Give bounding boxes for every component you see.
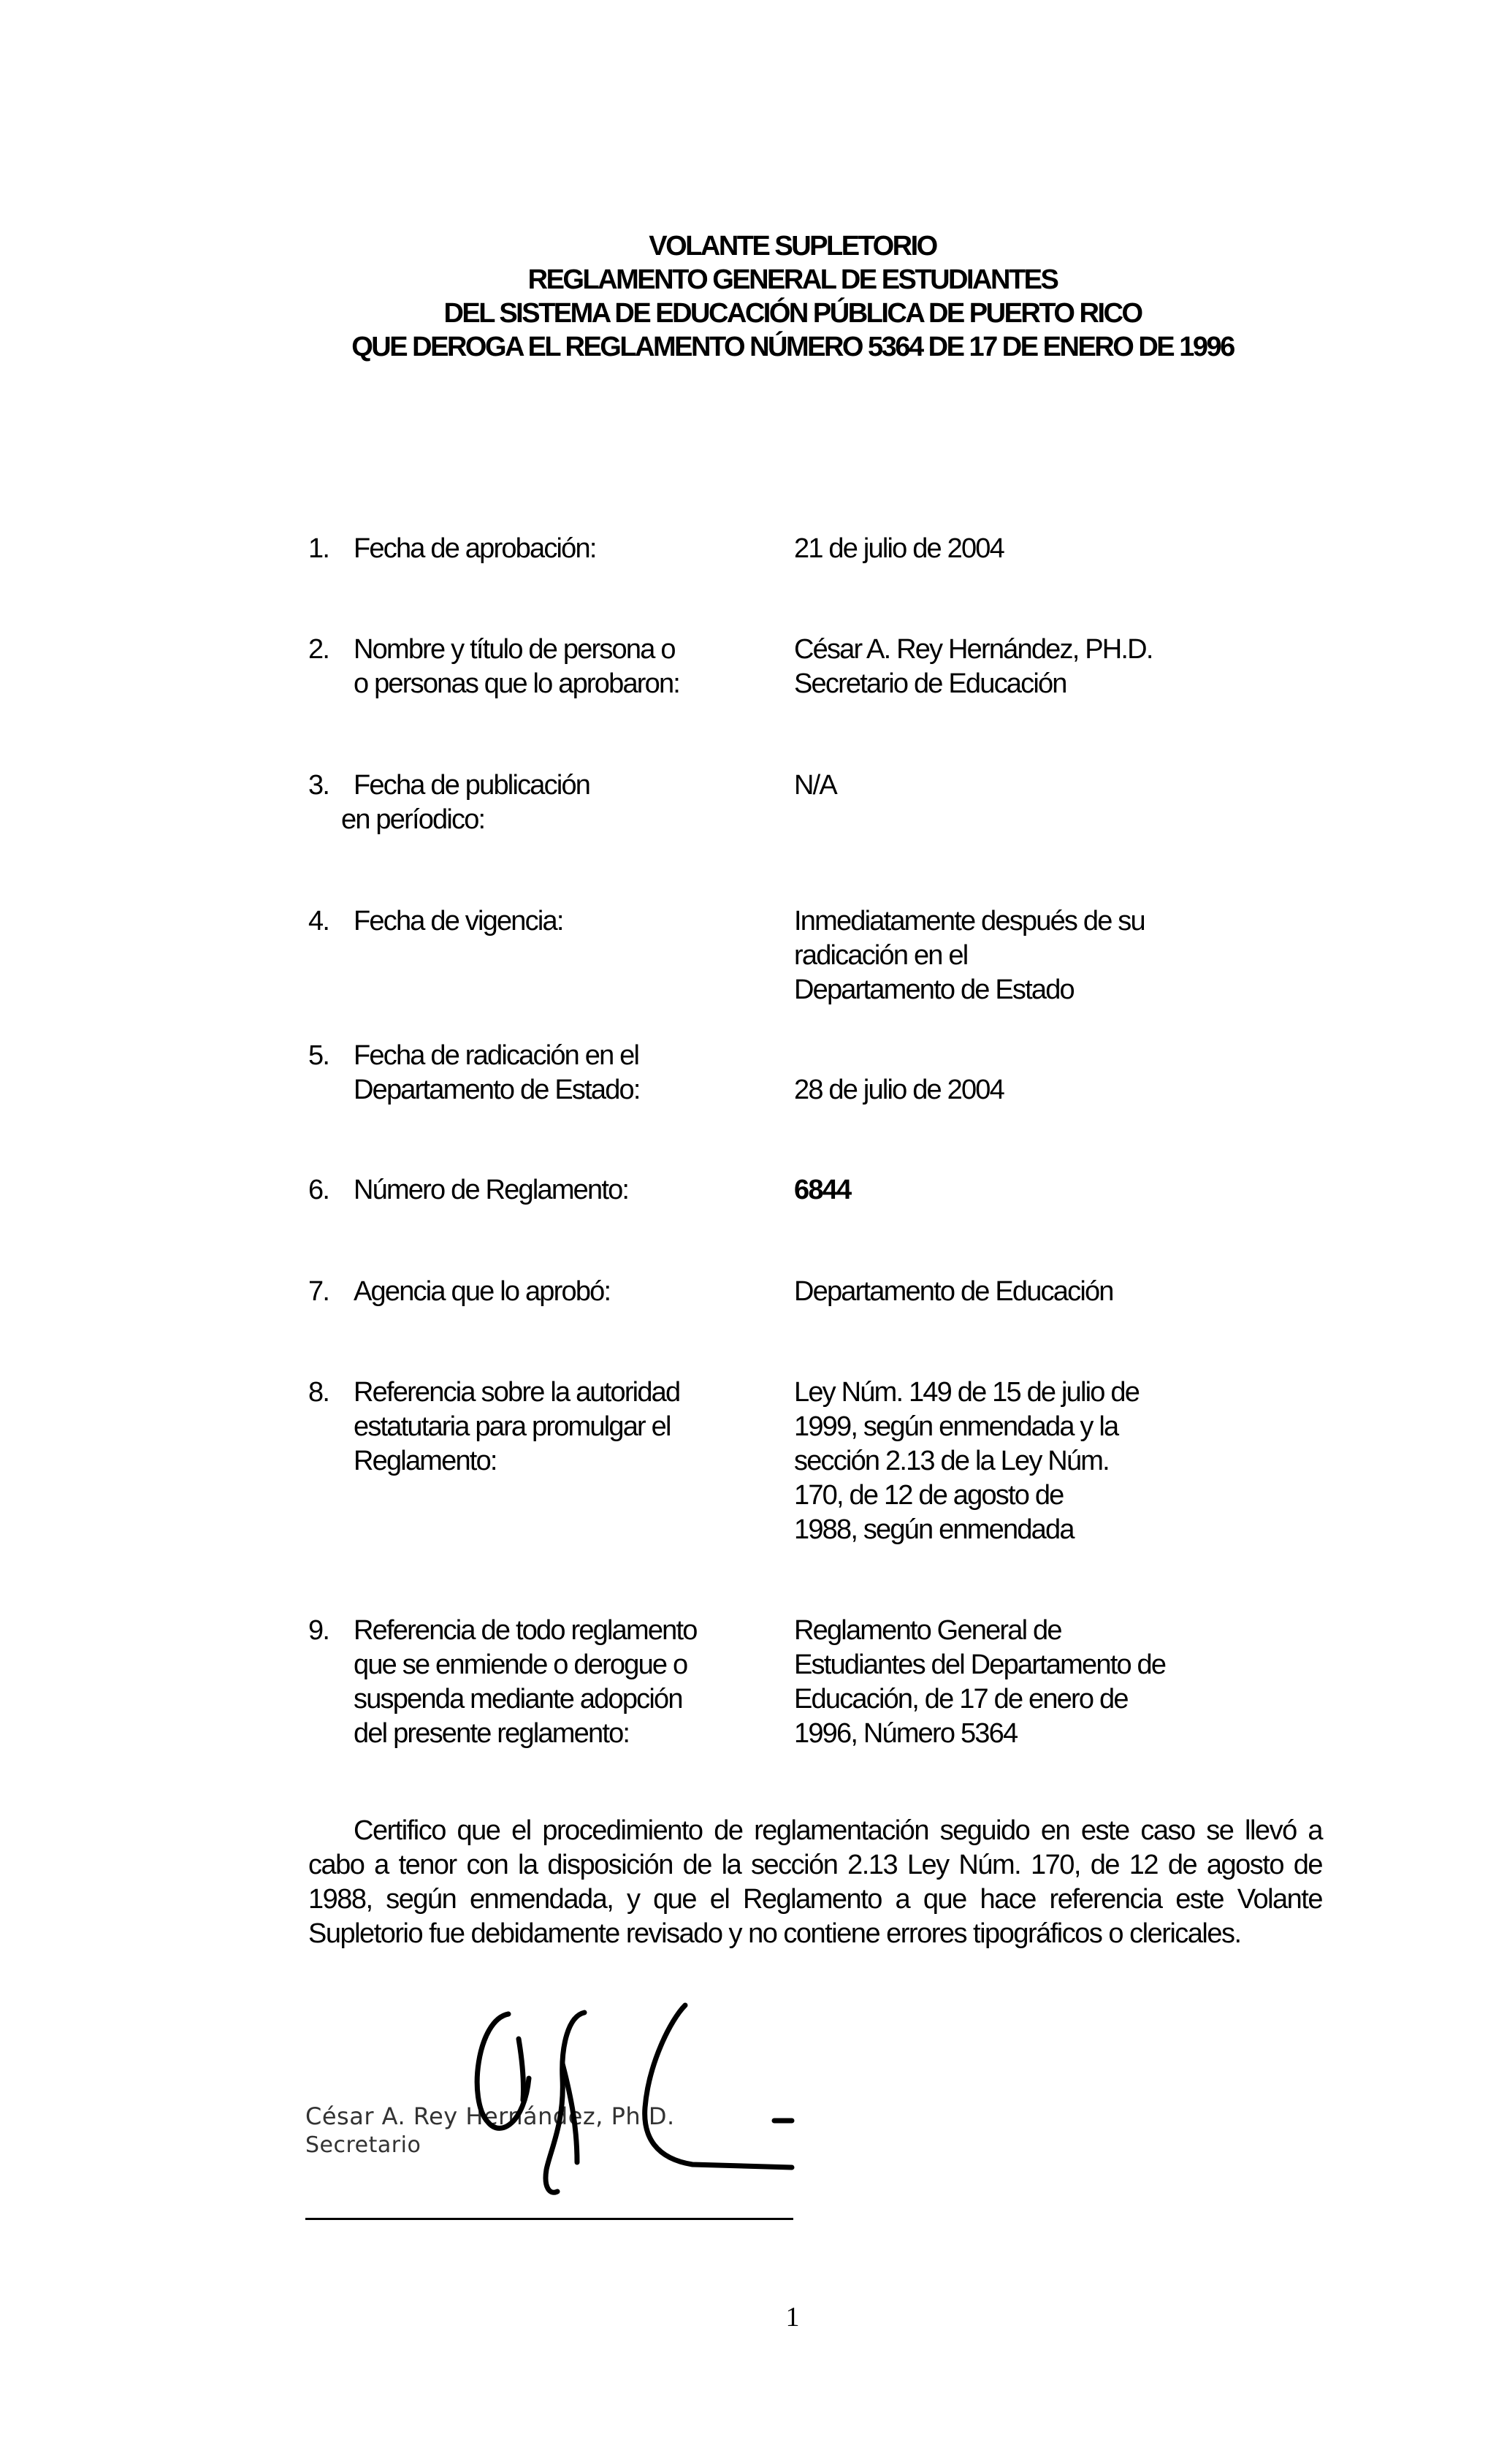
- item-label: Referencia sobre la autoridad estatutaria para promulgar el Reglamento:: [354, 1377, 680, 1476]
- title-line-2: REGLAMENTO GENERAL DE ESTUDIANTES: [527, 264, 1058, 295]
- page-number: 1: [785, 2302, 800, 2333]
- item-value: 21 de julio de 2004: [794, 533, 1004, 564]
- signature-title: Secretario: [305, 2132, 421, 2158]
- item-value: 28 de julio de 2004: [794, 1075, 1004, 1105]
- item-label: Referencia de todo reglamento que se enmiende o derogue o suspenda mediante adopción del presente reglamento:: [354, 1615, 697, 1749]
- title-line-3: DEL SISTEMA DE EDUCACIÓN PÚBLICA DE PUERTO RICO: [443, 298, 1142, 329]
- item-value: Ley Núm. 149 de 15 de julio de 1999, según enmendada y la sección 2.13 de la Ley Núm. 170, de 12 de agosto de 1988, según enmendada: [794, 1377, 1140, 1545]
- title-line-1: VOLANTE SUPLETORIO: [649, 231, 936, 262]
- item-label: Fecha de publicación en períodico:: [341, 770, 590, 835]
- item-label: Fecha de radicación en el Departamento de Estado:: [354, 1040, 640, 1105]
- item-number: 6.: [308, 1175, 329, 1205]
- item-label: Nombre y título de persona o o personas que lo aprobaron:: [354, 634, 680, 699]
- item-value: 6844: [794, 1175, 851, 1205]
- item-number: 7.: [308, 1276, 329, 1307]
- certification-paragraph: Certifico que el procedimiento de reglamentación seguido en este caso se llevó a cabo a tenor con la disposición de la sección 2.13 Ley Núm. 170, de 12 de agosto de 1988, según enmendada, y que el Reglamento a que hace referencia este Volante Supletorio fue debidamente revisado y no contiene errores tipográficos o clericales.: [308, 1815, 1322, 1949]
- item-value: N/A: [794, 770, 836, 801]
- item-number: 2.: [308, 634, 329, 665]
- item-value: César A. Rey Hernández, PH.D. Secretario de Educación: [794, 634, 1153, 699]
- item-number: 9.: [308, 1615, 329, 1646]
- item-number: 5.: [308, 1040, 329, 1071]
- signature-block: [305, 1976, 795, 2224]
- item-label: Número de Reglamento:: [354, 1175, 629, 1205]
- handwritten-signature: [305, 1976, 795, 2224]
- item-value: Departamento de Educación: [794, 1276, 1113, 1307]
- document-title: [0, 229, 1496, 364]
- signature-line: [305, 2218, 793, 2220]
- item-value: Inmediatamente después de su radicación en el Departamento de Estado: [794, 906, 1145, 1005]
- title-line-4: QUE DEROGA EL REGLAMENTO NÚMERO 5364 DE 17 DE ENERO DE 1996: [351, 332, 1234, 362]
- item-label: Agencia que lo aprobó:: [354, 1276, 611, 1307]
- item-number: 1.: [308, 533, 329, 564]
- item-label: Fecha de aprobación:: [354, 533, 596, 564]
- item-number: 8.: [308, 1377, 329, 1408]
- item-value: Reglamento General de Estudiantes del Departamento de Educación, de 17 de enero de 1996, Número 5364: [794, 1615, 1166, 1749]
- item-label: Fecha de vigencia:: [354, 906, 563, 937]
- item-number: 4.: [308, 906, 329, 937]
- item-number: 3.: [308, 770, 329, 801]
- signature-name: César A. Rey Hernández, Ph.D.: [305, 2102, 675, 2130]
